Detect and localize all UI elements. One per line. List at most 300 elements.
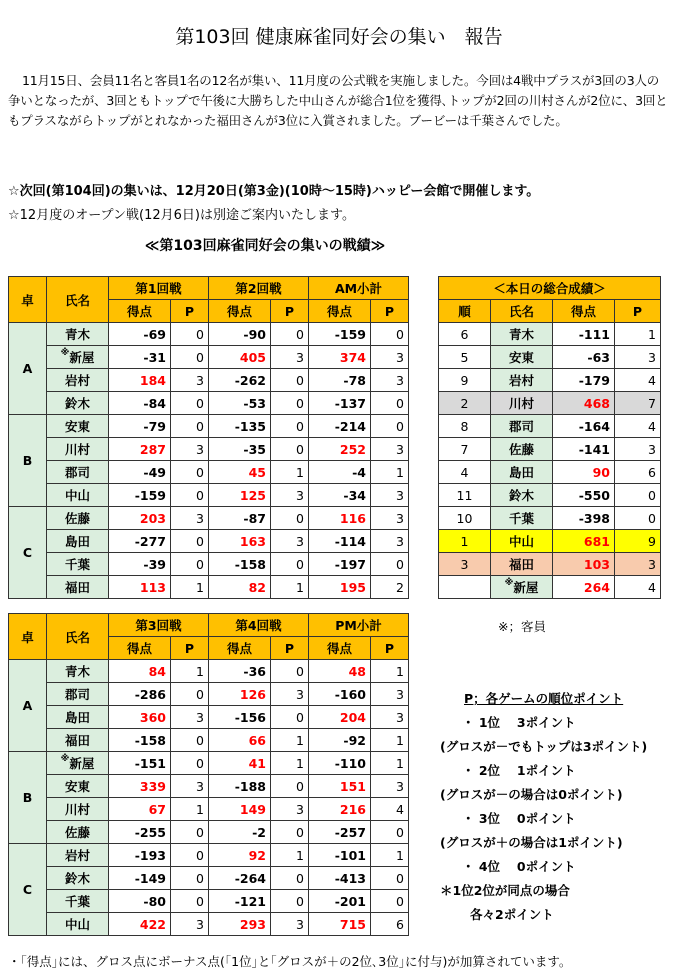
score-value: -188 <box>234 778 266 794</box>
player-name-text: 新屋 <box>69 350 95 365</box>
points-cell: 3 <box>271 530 309 553</box>
player-name-text: 千葉 <box>64 894 90 909</box>
points-cell: 1 <box>271 461 309 484</box>
score-cell <box>553 438 615 461</box>
col-header-name: 氏名 <box>47 614 109 660</box>
player-name-text: 島田 <box>64 534 90 549</box>
points-cell: 0 <box>171 683 209 706</box>
score-cell <box>109 867 171 890</box>
points-cell: 0 <box>271 867 309 890</box>
score-cell <box>109 752 171 775</box>
points-cell: 3 <box>271 798 309 821</box>
score-cell <box>309 438 371 461</box>
score-cell <box>109 729 171 752</box>
ranking-row <box>439 553 661 576</box>
legend-line: (グロスが－でもトップは3ポイント) <box>440 739 648 754</box>
score-value: -158 <box>234 556 266 572</box>
page-title: 第103回 健康麻雀同好会の集い 報告 <box>175 26 503 48</box>
points-cell: 1 <box>171 660 209 683</box>
points-cell: 3 <box>615 553 661 576</box>
score-value: -63 <box>587 349 610 365</box>
points-cell: 3 <box>371 346 409 369</box>
col-header-table: 卓 <box>9 614 47 660</box>
score-value: 468 <box>583 395 610 411</box>
player-name-text: 安東 <box>64 419 90 434</box>
score-cell <box>209 775 271 798</box>
points-cell: 0 <box>171 844 209 867</box>
score-cell <box>209 913 271 936</box>
score-cell <box>309 729 371 752</box>
rank-value: 2 <box>439 392 491 415</box>
table-row <box>9 706 409 729</box>
player-name-text: 郡司 <box>64 465 90 480</box>
score-value: -49 <box>143 464 166 480</box>
score-cell <box>109 530 171 553</box>
score-value: -159 <box>334 326 366 342</box>
score-cell <box>553 323 615 346</box>
table-row <box>9 775 409 798</box>
points-cell: 0 <box>271 706 309 729</box>
col-header-game1: 第1回戦 <box>109 277 209 300</box>
score-cell <box>309 484 371 507</box>
guest-mark: ※ <box>504 578 514 588</box>
col-header-table: 卓 <box>9 277 47 323</box>
player-name <box>47 346 109 369</box>
results-heading: ≪第103回麻雀同好会の集いの戦績≫ <box>144 238 386 254</box>
rank-value: 4 <box>439 461 491 484</box>
score-cell <box>109 890 171 913</box>
player-name <box>47 438 109 461</box>
rank-value: 1 <box>439 530 491 553</box>
ranking-row <box>439 415 661 438</box>
points-cell: 4 <box>615 576 661 599</box>
points-cell: 1 <box>271 752 309 775</box>
points-cell: 0 <box>271 890 309 913</box>
intro-paragraph: 11月15日、会員11名と客員1名の12名が集い、11月度の公式戦を実施しました。今回は4戦中プラスが3回の3人の 争いとなったが、3回ともトップで午後に大勝ちした中山さんが総合1位を獲得､トップが2回の川村さんが2位に、3回ともプラスながらトップがとれなかった福田さんが3位に入賞されました。ブービーは千葉さんでした。 <box>8 73 668 128</box>
player-name-text: 川村 <box>64 802 90 817</box>
score-value: -135 <box>234 418 266 434</box>
points-cell: 0 <box>371 867 409 890</box>
player-name <box>47 775 109 798</box>
table-id: A <box>9 660 47 752</box>
score-value: -137 <box>334 395 366 411</box>
score-cell <box>209 484 271 507</box>
score-cell <box>309 530 371 553</box>
header-row <box>439 300 661 323</box>
table-row <box>9 752 409 775</box>
points-cell: 0 <box>271 660 309 683</box>
table-id: C <box>9 844 47 936</box>
player-name-text: 佐藤 <box>508 442 534 457</box>
score-value: -34 <box>343 487 366 503</box>
score-cell <box>553 369 615 392</box>
score-value: 67 <box>148 801 166 817</box>
player-name <box>491 392 553 415</box>
player-name <box>47 392 109 415</box>
points-cell: 3 <box>271 913 309 936</box>
score-value: -262 <box>234 372 266 388</box>
score-value: -164 <box>578 418 610 434</box>
col-header-subtotal: PM小計 <box>309 614 409 637</box>
ranking-row <box>439 576 661 599</box>
player-name <box>47 415 109 438</box>
table-row <box>9 576 409 599</box>
score-cell <box>109 507 171 530</box>
score-cell <box>209 890 271 913</box>
legend-line: ・ 1位 3ポイント <box>462 715 576 730</box>
score-cell <box>553 553 615 576</box>
player-name <box>47 461 109 484</box>
score-cell <box>309 369 371 392</box>
score-value: -413 <box>334 870 366 886</box>
score-value: -92 <box>343 732 366 748</box>
points-cell: 0 <box>171 484 209 507</box>
score-cell <box>309 867 371 890</box>
col-header-score: 得点 <box>309 300 371 323</box>
score-value: 84 <box>148 663 166 679</box>
player-name-text: 青木 <box>64 327 90 342</box>
points-cell: 3 <box>171 706 209 729</box>
player-name <box>47 683 109 706</box>
score-value: 405 <box>239 349 266 365</box>
score-cell <box>109 415 171 438</box>
score-value: -35 <box>243 441 266 457</box>
score-cell <box>209 369 271 392</box>
legend-line: (グロスが＋の場合は1ポイント) <box>440 835 623 850</box>
score-value: -4 <box>352 464 366 480</box>
score-cell <box>109 913 171 936</box>
points-cell: 3 <box>371 507 409 530</box>
score-value: 82 <box>248 579 266 595</box>
points-cell: 4 <box>371 798 409 821</box>
player-name-text: 中山 <box>508 534 534 549</box>
points-cell: 0 <box>271 415 309 438</box>
player-name <box>47 844 109 867</box>
score-cell <box>309 913 371 936</box>
points-cell: 1 <box>371 461 409 484</box>
player-name-text: 岩村 <box>64 373 90 388</box>
footnote: ・｢得点｣には、グロス点にボーナス点(｢1位｣と｢グロスが＋の2位､3位｣に付与)が加算されています。 <box>8 954 572 969</box>
score-cell <box>209 752 271 775</box>
score-cell <box>209 798 271 821</box>
score-cell <box>109 775 171 798</box>
player-name <box>47 867 109 890</box>
points-cell: 1 <box>171 576 209 599</box>
player-name-text: 郡司 <box>64 687 90 702</box>
score-cell <box>553 530 615 553</box>
player-name-text: 岩村 <box>64 848 90 863</box>
col-header-points: P <box>171 300 209 323</box>
points-cell: 6 <box>615 461 661 484</box>
guest-mark: ※ <box>60 754 70 764</box>
table-row <box>9 913 409 936</box>
score-cell <box>209 844 271 867</box>
score-cell <box>209 660 271 683</box>
table-row <box>9 415 409 438</box>
legend-title: P；各ゲームの順位ポイント <box>464 691 624 706</box>
points-cell: 0 <box>271 438 309 461</box>
table-id: B <box>9 752 47 844</box>
points-cell: 1 <box>271 729 309 752</box>
table-row <box>9 369 409 392</box>
points-cell: 3 <box>371 438 409 461</box>
player-name <box>47 507 109 530</box>
points-cell: 0 <box>271 821 309 844</box>
score-value: -78 <box>343 372 366 388</box>
score-cell <box>209 530 271 553</box>
legend-line: ・ 4位 0ポイント <box>462 859 576 874</box>
rank-value: 7 <box>439 438 491 461</box>
points-cell: 0 <box>271 323 309 346</box>
player-name-text: 川村 <box>64 442 90 457</box>
score-value: -179 <box>578 372 610 388</box>
guest-note: ※；客員 <box>498 619 546 634</box>
score-cell <box>309 683 371 706</box>
player-name-text: 佐藤 <box>64 511 90 526</box>
score-value: -257 <box>334 824 366 840</box>
points-cell: 3 <box>371 775 409 798</box>
score-cell <box>109 323 171 346</box>
score-value: 195 <box>339 579 366 595</box>
player-name <box>47 576 109 599</box>
score-value: 422 <box>139 916 166 932</box>
score-value: -141 <box>578 441 610 457</box>
player-name <box>491 461 553 484</box>
points-cell: 0 <box>171 752 209 775</box>
score-cell <box>309 576 371 599</box>
points-cell: 3 <box>371 369 409 392</box>
player-name-text: 青木 <box>508 327 534 342</box>
rank-value: 6 <box>439 323 491 346</box>
player-name <box>47 798 109 821</box>
points-cell: 6 <box>371 913 409 936</box>
player-name-text: 新屋 <box>513 580 539 595</box>
score-cell <box>209 576 271 599</box>
points-cell: 0 <box>171 346 209 369</box>
player-name <box>47 729 109 752</box>
col-header-game2: 第4回戦 <box>209 614 309 637</box>
points-cell: 1 <box>271 576 309 599</box>
rank-value: 5 <box>439 346 491 369</box>
score-value: -264 <box>234 870 266 886</box>
player-name <box>491 530 553 553</box>
player-name-text: 福田 <box>508 557 534 572</box>
overall-ranking-table <box>438 276 661 599</box>
points-cell: 1 <box>371 752 409 775</box>
score-value: -31 <box>143 349 166 365</box>
ranking-row <box>439 507 661 530</box>
score-value: -151 <box>134 755 166 771</box>
score-cell <box>309 507 371 530</box>
table-row <box>9 683 409 706</box>
score-cell <box>309 346 371 369</box>
score-cell <box>109 798 171 821</box>
points-cell: 0 <box>171 821 209 844</box>
player-name-text: 中山 <box>64 488 90 503</box>
table-row <box>9 392 409 415</box>
score-value: -110 <box>334 755 366 771</box>
score-cell <box>553 507 615 530</box>
score-value: -398 <box>578 510 610 526</box>
col-header-name: 氏名 <box>47 277 109 323</box>
points-cell: 0 <box>271 507 309 530</box>
score-cell <box>309 890 371 913</box>
player-name <box>47 553 109 576</box>
score-cell <box>109 706 171 729</box>
legend-line: ・ 2位 1ポイント <box>462 763 576 778</box>
score-value: -160 <box>334 686 366 702</box>
score-value: 116 <box>339 510 366 526</box>
score-value: 41 <box>248 755 266 771</box>
player-name-text: 鈴木 <box>64 396 90 411</box>
col-header-points: P <box>371 300 409 323</box>
score-value: 374 <box>339 349 366 365</box>
header-row <box>9 614 409 637</box>
legend-line: 各々2ポイント <box>470 907 554 922</box>
player-name-text: 川村 <box>508 396 534 411</box>
table-row <box>9 323 409 346</box>
player-name-text: 佐藤 <box>64 825 90 840</box>
points-cell: 0 <box>171 392 209 415</box>
col-header-score: 得点 <box>209 300 271 323</box>
player-name <box>491 484 553 507</box>
points-cell: 1 <box>371 844 409 867</box>
points-cell: 3 <box>171 507 209 530</box>
header-row <box>9 277 409 300</box>
points-cell: 0 <box>171 461 209 484</box>
col-header-score: 得点 <box>309 637 371 660</box>
score-value: 90 <box>592 464 610 480</box>
player-name-text: 千葉 <box>64 557 90 572</box>
score-value: 126 <box>239 686 266 702</box>
score-value: 48 <box>348 663 366 679</box>
points-cell: 4 <box>615 369 661 392</box>
score-value: -286 <box>134 686 166 702</box>
score-value: -159 <box>134 487 166 503</box>
score-value: -121 <box>234 893 266 909</box>
player-name-text: 千葉 <box>508 511 534 526</box>
score-cell <box>109 346 171 369</box>
points-cell: 9 <box>615 530 661 553</box>
score-value: -79 <box>143 418 166 434</box>
guest-mark: ※ <box>60 348 70 358</box>
score-value: 103 <box>583 556 610 572</box>
score-cell <box>209 821 271 844</box>
score-value: 204 <box>339 709 366 725</box>
score-cell <box>309 752 371 775</box>
col-header-rank: 順 <box>439 300 491 323</box>
table-row <box>9 890 409 913</box>
score-value: 715 <box>339 916 366 932</box>
points-cell: 0 <box>371 392 409 415</box>
score-cell <box>309 553 371 576</box>
score-value: -158 <box>134 732 166 748</box>
score-cell <box>553 484 615 507</box>
score-value: -277 <box>134 533 166 549</box>
points-cell: 0 <box>171 323 209 346</box>
col-header-points: P <box>271 637 309 660</box>
score-value: -214 <box>334 418 366 434</box>
score-cell <box>209 415 271 438</box>
score-value: -156 <box>234 709 266 725</box>
score-value: -36 <box>243 663 266 679</box>
col-header-points: P <box>371 637 409 660</box>
ranking-row <box>439 461 661 484</box>
player-name <box>47 913 109 936</box>
rank-value: 3 <box>439 553 491 576</box>
points-cell: 3 <box>271 683 309 706</box>
score-value: 66 <box>248 732 266 748</box>
points-cell: 3 <box>371 530 409 553</box>
score-cell <box>553 392 615 415</box>
player-name-text: 郡司 <box>508 419 534 434</box>
score-value: -197 <box>334 556 366 572</box>
score-value: 339 <box>139 778 166 794</box>
pm-results-table <box>8 613 409 936</box>
score-value: -90 <box>243 326 266 342</box>
score-value: 163 <box>239 533 266 549</box>
score-cell <box>309 706 371 729</box>
score-cell <box>209 706 271 729</box>
score-cell <box>309 660 371 683</box>
score-cell <box>209 729 271 752</box>
legend-line: ＊1位2位が同点の場合 <box>440 883 570 898</box>
score-cell <box>309 844 371 867</box>
score-value: 216 <box>339 801 366 817</box>
rank-value: 8 <box>439 415 491 438</box>
points-cell: 0 <box>171 890 209 913</box>
score-value: 360 <box>139 709 166 725</box>
col-header-score: 得点 <box>209 637 271 660</box>
score-value: -550 <box>578 487 610 503</box>
player-name <box>47 323 109 346</box>
score-cell <box>553 461 615 484</box>
score-value: 252 <box>339 441 366 457</box>
points-legend <box>440 687 672 927</box>
score-value: -69 <box>143 326 166 342</box>
score-value: 125 <box>239 487 266 503</box>
player-name-text: 福田 <box>64 733 90 748</box>
score-cell <box>209 507 271 530</box>
score-value: -101 <box>334 847 366 863</box>
score-cell <box>209 392 271 415</box>
rank-value: 10 <box>439 507 491 530</box>
score-value: 264 <box>583 579 610 595</box>
table-id: C <box>9 507 47 599</box>
points-cell: 3 <box>615 438 661 461</box>
score-value: 92 <box>248 847 266 863</box>
score-value: 113 <box>139 579 166 595</box>
player-name <box>47 706 109 729</box>
player-name-text: 岩村 <box>508 373 534 388</box>
score-cell <box>309 775 371 798</box>
score-cell <box>109 683 171 706</box>
points-cell: 4 <box>615 415 661 438</box>
table-row <box>9 867 409 890</box>
col-header-game2: 第2回戦 <box>209 277 309 300</box>
player-name-text: 島田 <box>508 465 534 480</box>
col-header-points: P <box>271 300 309 323</box>
player-name-text: 安東 <box>64 779 90 794</box>
player-name <box>491 323 553 346</box>
points-cell: 3 <box>171 369 209 392</box>
table-row <box>9 346 409 369</box>
score-value: -53 <box>243 395 266 411</box>
points-cell: 2 <box>371 576 409 599</box>
ranking-row <box>439 484 661 507</box>
points-cell: 1 <box>371 660 409 683</box>
next-meeting-notice: ☆次回(第104回)の集いは、12月20日(第3金)(10時～15時)ハッピー会館で開催します。 <box>8 184 540 199</box>
